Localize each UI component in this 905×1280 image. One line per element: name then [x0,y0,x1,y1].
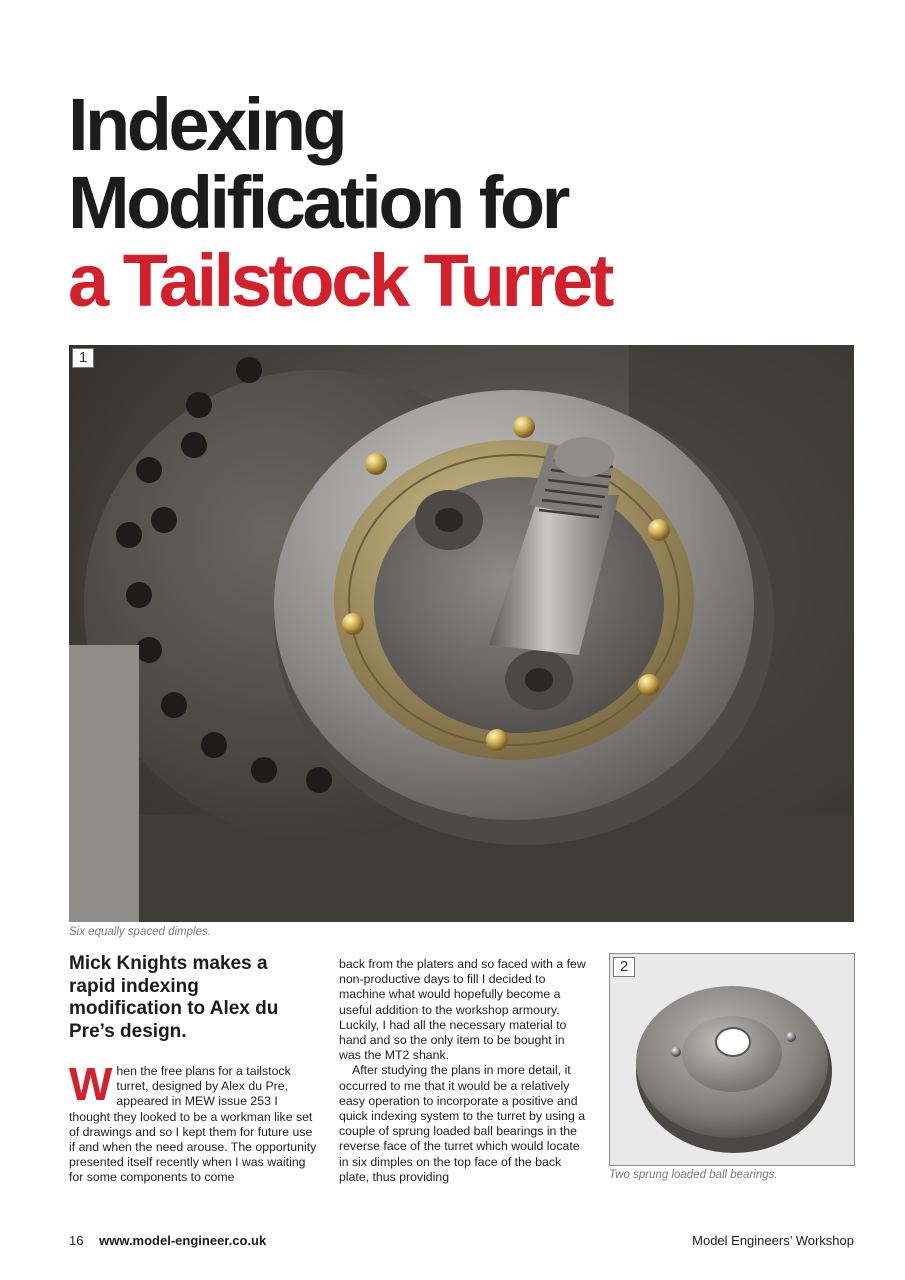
figure-1-caption: Six equally spaced dimples. [69,926,211,938]
page-number: 16 [69,1233,84,1248]
body-column-2 [339,957,587,1185]
body-column-1 [69,1058,319,1186]
sprung-ball-bearings-photo [610,954,854,1165]
article-title [68,83,828,322]
body-paragraph-continued: back from the platers and so faced with a few non-productive days to fill I decided to machine what would hopefully become a useful addition to the workshop armoury. Luckily, I had all the necessary material to hand and so the only item to be bought in was the MT2 shank. [339,957,586,1063]
tailstock-turret-photo [69,345,854,922]
body-paragraph [69,1058,319,1186]
body-paragraph-2: After studying the plans in more detail, it occurred to me that it would be a relatively easy operation to incorporate a positive and quick indexing system to the turret by using a couple of sprung loaded ball bearings in the reverse face of the turret which would locate in six dimples on the top face of the back plate, thus providing [339,1063,586,1184]
title-line-2: Modification for [68,161,567,244]
body-text-col1: hen the free plans for a tailstock turret, designed by Alex du Pre, appeared in MEW issue 253 I thought they looked to be a workman like set of drawings and so I kept them for future use if and when the need arouse. The opportunity presented itself recently when I was waiting for some components to come [69,1064,317,1185]
figure-number-1: 1 [72,348,94,368]
magazine-name: Model Engineers’ Workshop [692,1233,854,1248]
drop-cap: W [69,1058,113,1110]
title-line-3: a Tailstock Turret [68,239,611,322]
title-line-1: Indexing [68,83,345,166]
figure-2-photo [609,953,855,1166]
figure-number-2: 2 [613,957,635,977]
page-footer [69,1233,854,1248]
website-link[interactable]: www.model-engineer.co.uk [99,1233,267,1248]
figure-1-photo [69,345,854,922]
standfirst: Mick Knights makes a rapid indexing modification to Alex du Pre’s design. [69,953,279,1042]
figure-2-caption: Two sprung loaded ball bearings. [609,1169,778,1181]
